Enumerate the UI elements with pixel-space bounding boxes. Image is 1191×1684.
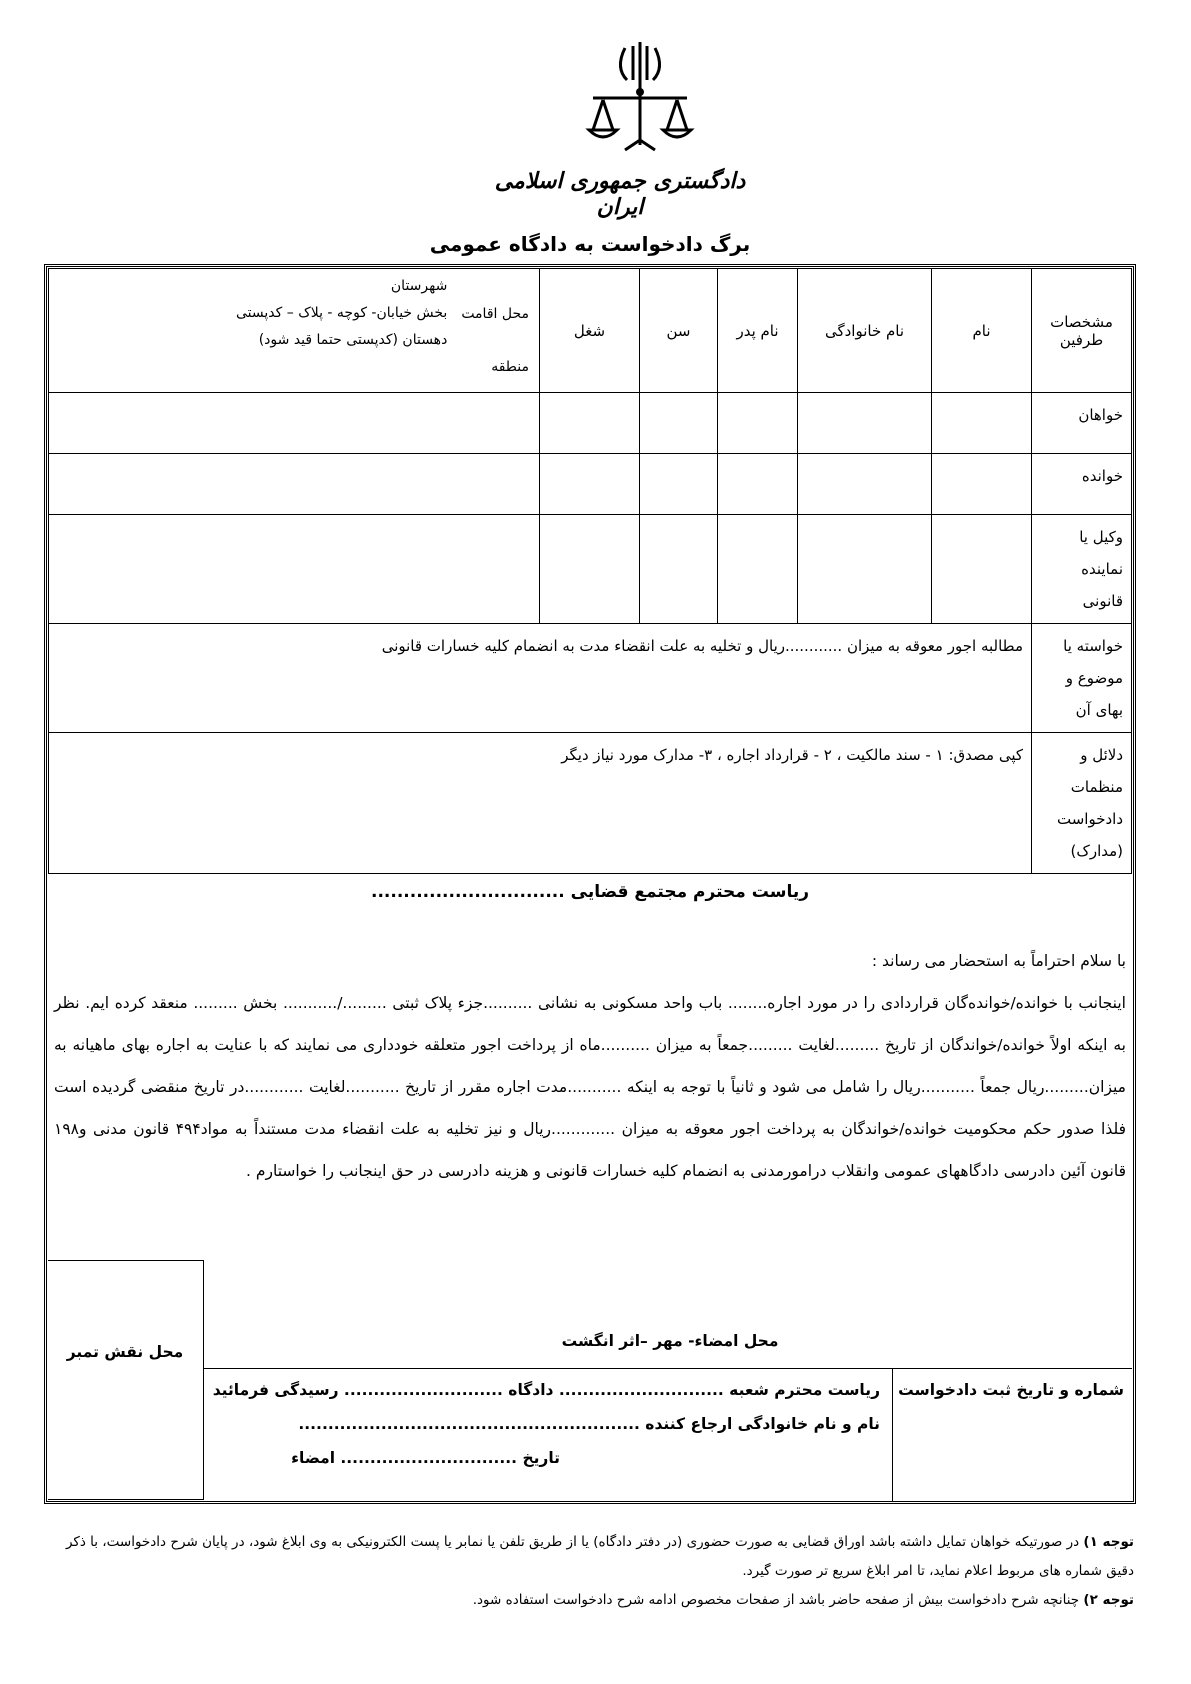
judiciary-emblem-icon bbox=[585, 40, 695, 160]
defendant-father-cell[interactable] bbox=[718, 454, 798, 515]
address-line: دهستان (کدپستی حتما قید شود) bbox=[258, 332, 448, 348]
evidence-value[interactable]: کپی مصدق: ۱ - سند مالکیت ، ۲ - قرارداد اجاره ، ۳- مدارک مورد نیاز دیگر bbox=[49, 733, 1032, 874]
address-line: منطقه bbox=[491, 359, 529, 375]
registration-label: شماره و تاریخ ثبت دادخواست bbox=[898, 1381, 1124, 1399]
row-attorney-label: وکیل یا نماینده قانونی bbox=[1032, 515, 1132, 624]
plaintiff-address-cell[interactable] bbox=[49, 393, 540, 454]
attorney-name-cell[interactable] bbox=[932, 515, 1032, 624]
attorney-father-cell[interactable] bbox=[718, 515, 798, 624]
petition-letter bbox=[48, 870, 1132, 1260]
note-2 bbox=[44, 1586, 1134, 1615]
judiciary-brand: دادگستری جمهوری اسلامی ایران bbox=[494, 168, 746, 220]
claim-label: خواسته یا موضوع و بهای آن bbox=[1032, 624, 1132, 733]
attorney-address-cell[interactable] bbox=[49, 515, 540, 624]
letter-title: ریاست محترم مجتمع قضایی .............................. bbox=[370, 882, 809, 902]
referral-line-1: ریاست محترم شعبه ............................ دادگاه ........................... رسیدگی فرمائید bbox=[212, 1381, 880, 1399]
defendant-age-cell[interactable] bbox=[640, 454, 718, 515]
row-defendant-label: خوانده bbox=[1032, 454, 1132, 515]
defendant-address-cell[interactable] bbox=[49, 454, 540, 515]
header-father: نام پدر bbox=[718, 269, 798, 393]
stamp-label: محل نقش تمبر bbox=[66, 1343, 184, 1361]
evidence-label: دلائل و منظمات دادخواست (مدارک) bbox=[1032, 733, 1132, 874]
plaintiff-age-cell[interactable] bbox=[640, 393, 718, 454]
plaintiff-job-cell[interactable] bbox=[540, 393, 640, 454]
referral-area bbox=[204, 1368, 1132, 1500]
attorney-job-cell[interactable] bbox=[540, 515, 640, 624]
attorney-family-cell[interactable] bbox=[798, 515, 932, 624]
referral-line-3: تاریخ .............................. امضاء bbox=[291, 1449, 560, 1467]
defendant-family-cell[interactable] bbox=[798, 454, 932, 515]
letter-text: اینجانب با خوانده/خوانده‌گان قراردادی را در مورد اجاره........ باب واحد مسکونی به نشانی ..........جزء پلاک ثبتی ........./........... بخش ......... منعقد کرده ایم. نظر به اینکه اولاً خوانده/خواندگان از تاریخ .........لغایت .........جمعاً به میزان ..........ماه از پرداخت اجور متعلقه خودداری می نمایند که با عنایت به اجاره بهای ماهیانه به میزان.........ریال جمعاً ...........ریال را شامل می شود و ثانیاً با توجه به اینکه ...........مدت اجاره مقرر از تاریخ ...........لغایت ............در تاریخ منقضی گردیده است فلذا صدور حکم محکومیت خوانده/خواندگان به پرداخت اجور معوقه به میزان .............ریال و نیز تخلیه به علت انقضاء مدت مستنداً به مواد۴۹۴ قانون مدنی و۱۹۸ قانون آئین دادرسی دادگاههای عمومی وانقلاب درامورمدنی به انضمام کلیه خسارات قانونی و هزینه دادرسی در حق اینجانب را خواستارم . bbox=[54, 994, 1126, 1180]
plaintiff-father-cell[interactable] bbox=[718, 393, 798, 454]
referral-line-2: نام و نام خانوادگی ارجاع کننده .......................................................... bbox=[298, 1415, 880, 1433]
row-plaintiff-label: خواهان bbox=[1032, 393, 1132, 454]
note-1-text: در صورتیکه خواهان تمایل داشته باشد اوراق قضایی به صورت حضوری (در دفتر دادگاه) یا از طریق تلفن یا نمابر یا پست الکترونیکی به وی ابلاغ شود، در پایان شرح دادخواست، با ذکر دقیق شماره های مربوط اعلام نماید، تا امر ابلاغ سریع تر صورت گیرد. bbox=[65, 1534, 1134, 1579]
note-2-label: توجه ۲) bbox=[1083, 1592, 1134, 1608]
header-residence bbox=[49, 269, 540, 393]
residence-label: محل اقامت bbox=[461, 306, 529, 322]
plaintiff-name-cell[interactable] bbox=[932, 393, 1032, 454]
signature-section bbox=[48, 1260, 1132, 1500]
defendant-name-cell[interactable] bbox=[932, 454, 1032, 515]
letter-body[interactable] bbox=[54, 940, 1126, 1192]
defendant-job-cell[interactable] bbox=[540, 454, 640, 515]
plaintiff-family-cell[interactable] bbox=[798, 393, 932, 454]
stamp-box bbox=[48, 1260, 204, 1500]
letter-greeting: با سلام احتراماً به استحضار می رساند : bbox=[871, 952, 1126, 970]
note-1-label: توجه ۱) bbox=[1083, 1534, 1134, 1550]
header-name: نام bbox=[932, 269, 1032, 393]
header-job: شغل bbox=[540, 269, 640, 393]
note-2-text: چنانچه شرح دادخواست بیش از صفحه حاضر باشد از صفحات مخصوص ادامه شرح دادخواست استفاده شود. bbox=[472, 1592, 1080, 1608]
registration-box bbox=[892, 1369, 1132, 1501]
header-age: سن bbox=[640, 269, 718, 393]
parties-table bbox=[48, 268, 1132, 874]
notes-section bbox=[44, 1528, 1134, 1615]
address-line: شهرستان bbox=[390, 278, 448, 294]
form-title: برگ دادخواست به دادگاه عمومی bbox=[429, 232, 751, 256]
attorney-age-cell[interactable] bbox=[640, 515, 718, 624]
header-family: نام خانوادگی bbox=[798, 269, 932, 393]
signature-label: محل امضاء- مهر –اثر انگشت bbox=[561, 1332, 779, 1350]
note-1 bbox=[44, 1528, 1134, 1586]
header-parties: مشخصات طرفین bbox=[1032, 269, 1132, 393]
claim-value[interactable]: مطالبه اجور معوقه به میزان ............ریال و تخلیه به علت انقضاء مدت به انضمام کلیه خسارات قانونی bbox=[49, 624, 1032, 733]
address-line: بخش خیابان- کوچه - پلاک – کدپستی bbox=[236, 305, 448, 321]
referral-block bbox=[204, 1369, 880, 1501]
